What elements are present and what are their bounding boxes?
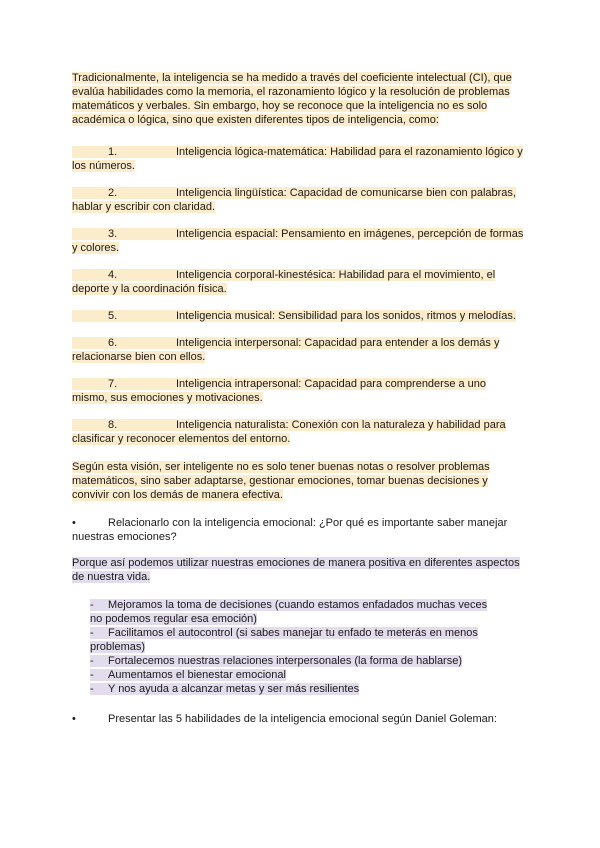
list-item: 1. Inteligencia lógica-matemática: Habilidad para el razonamiento lógico y los números. xyxy=(72,146,523,172)
list-item: 8. Inteligencia naturalista: Conexión con la naturaleza y habilidad para clasificar y reconocer elementos del entorno. xyxy=(72,419,506,445)
list-item: 6. Inteligencia interpersonal: Capacidad para entender a los demás y relacionarse bien con ellos. xyxy=(72,337,500,363)
list-item: 2. Inteligencia lingüística: Capacidad de comunicarse bien con palabras, hablar y escribir con claridad. xyxy=(72,187,516,213)
question-bullet-2: • Presentar las 5 habilidades de la inteligencia emocional según Daniel Goleman: xyxy=(72,713,497,725)
list-item: - Aumentamos el bienestar emocional xyxy=(90,669,286,681)
list-item: 7. Inteligencia intrapersonal: Capacidad para comprenderse a uno mismo, sus emociones y motivaciones. xyxy=(72,378,487,404)
conclusion-paragraph: Según esta visión, ser inteligente no es solo tener buenas notas o resolver problemas matemáticos, sino saber adaptarse, gestionar emociones, tomar buenas decisiones y convivir con los demás de manera efectiva. xyxy=(72,461,490,501)
intro-paragraph: Tradicionalmente, la inteligencia se ha medido a través del coeficiente intelectual (CI), que evalúa habilidades como la memoria, el razonamiento lógico y la resolución de problemas matemáticos y verbales. Sin embargo, hoy se reconoce que la inteligencia no es solo académica o lógica, sino que existen diferentes tipos de inteligencia, como: xyxy=(72,72,512,126)
question-bullet-1: • Relacionarlo con la inteligencia emocional: ¿Por qué es importante saber manejar nuestras emociones? xyxy=(72,517,508,543)
list-item: 3. Inteligencia espacial: Pensamiento en imágenes, percepción de formas y colores. xyxy=(72,228,524,254)
list-item: - Fortalecemos nuestras relaciones interpersonales (la forma de hablarse) xyxy=(90,655,463,667)
benefits-list xyxy=(90,598,500,696)
list-item: - Y nos ayuda a alcanzar metas y ser más resilientes xyxy=(90,683,360,695)
answer-paragraph: Porque así podemos utilizar nuestras emociones de manera positiva en diferentes aspectos de nuestra vida. xyxy=(72,557,520,583)
list-item: - Mejoramos la toma de decisiones (cuando estamos enfadados muchas veces no podemos regular esa emoción) xyxy=(90,599,488,625)
list-item: 5. Inteligencia musical: Sensibilidad para los sonidos, ritmos y melodías. xyxy=(72,309,524,323)
list-item: - Facilitamos el autocontrol (si sabes manejar tu enfado te meterás en menos problemas) xyxy=(90,627,478,653)
list-item: 4. Inteligencia corporal-kinestésica: Habilidad para el movimiento, el deporte y la coordinación física. xyxy=(72,269,496,295)
